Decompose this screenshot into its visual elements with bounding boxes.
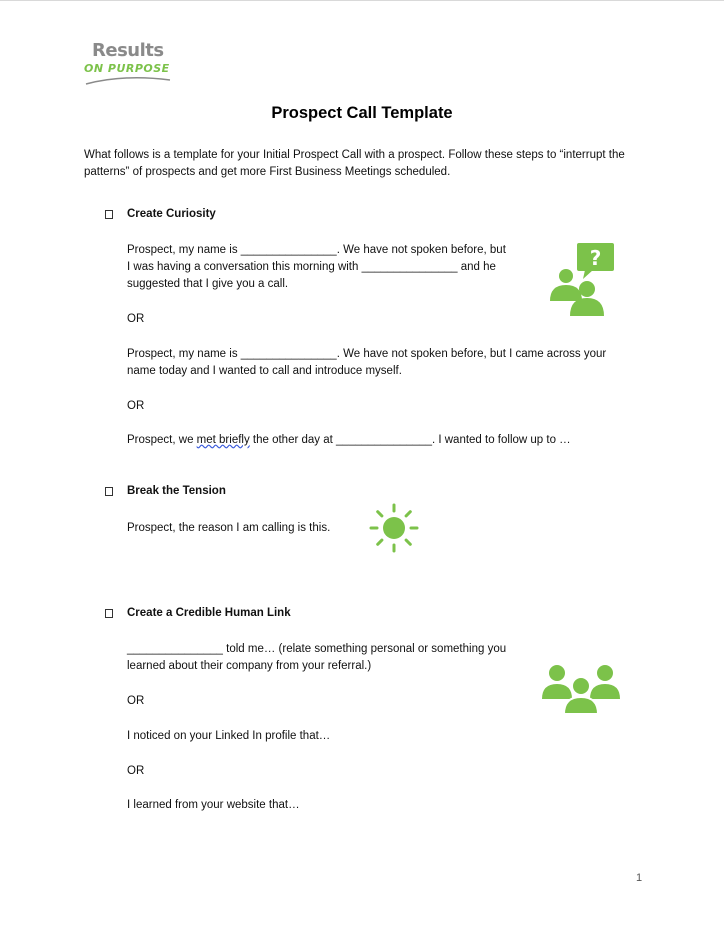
or-separator: OR bbox=[127, 313, 145, 325]
page-number: 1 bbox=[636, 872, 643, 884]
script-line bbox=[127, 432, 571, 449]
script-text: the other day at _______________. I wanted to follow up to … bbox=[249, 434, 571, 446]
script-text: Prospect, we bbox=[127, 434, 197, 446]
group-people-icon bbox=[542, 664, 620, 714]
script-line: _______________ told me… (relate something personal or something you bbox=[127, 643, 507, 655]
or-separator: OR bbox=[127, 400, 145, 412]
script-line: suggested that I give you a call. bbox=[127, 278, 289, 290]
question-mark: ? bbox=[589, 246, 602, 270]
page-title: Prospect Call Template bbox=[271, 104, 453, 122]
page-top-border bbox=[0, 0, 724, 1]
results-on-purpose-logo bbox=[84, 40, 184, 90]
or-separator: OR bbox=[127, 765, 145, 777]
script-line: I was having a conversation this morning with _______________ and he bbox=[127, 261, 496, 273]
sun-icon bbox=[369, 503, 419, 553]
logo-word-results: Results bbox=[92, 40, 164, 61]
or-separator: OR bbox=[127, 695, 145, 707]
script-line: Prospect, my name is _______________. We have not spoken before, but bbox=[127, 244, 506, 256]
section-heading-credible-human-link: Create a Credible Human Link bbox=[127, 607, 291, 619]
script-line: Prospect, the reason I am calling is this. bbox=[127, 522, 331, 534]
logo-word-on-purpose: ON PURPOSE bbox=[84, 62, 170, 75]
bullet-checkbox bbox=[105, 609, 113, 618]
section-heading-create-curiosity: Create Curiosity bbox=[127, 208, 216, 220]
script-line: Prospect, my name is _______________. We have not spoken before, but I came across your bbox=[127, 348, 607, 360]
intro-paragraph: What follows is a template for your Initial Prospect Call with a prospect. Follow these steps to “interrupt the patterns” of prospects and get more First Business Meetings scheduled. bbox=[84, 149, 625, 178]
logo-swoosh-icon bbox=[84, 72, 174, 86]
script-line: name today and I wanted to call and introduce myself. bbox=[127, 365, 402, 377]
bullet-checkbox bbox=[105, 210, 113, 219]
bullet-checkbox bbox=[105, 487, 113, 496]
script-line: I learned from your website that… bbox=[127, 799, 300, 811]
script-line: I noticed on your Linked In profile that… bbox=[127, 730, 331, 742]
spellcheck-flagged-text: met briefly bbox=[196, 434, 250, 446]
section-heading-break-the-tension: Break the Tension bbox=[127, 485, 226, 497]
people-question-icon bbox=[549, 243, 615, 317]
script-line: learned about their company from your referral.) bbox=[127, 660, 372, 672]
